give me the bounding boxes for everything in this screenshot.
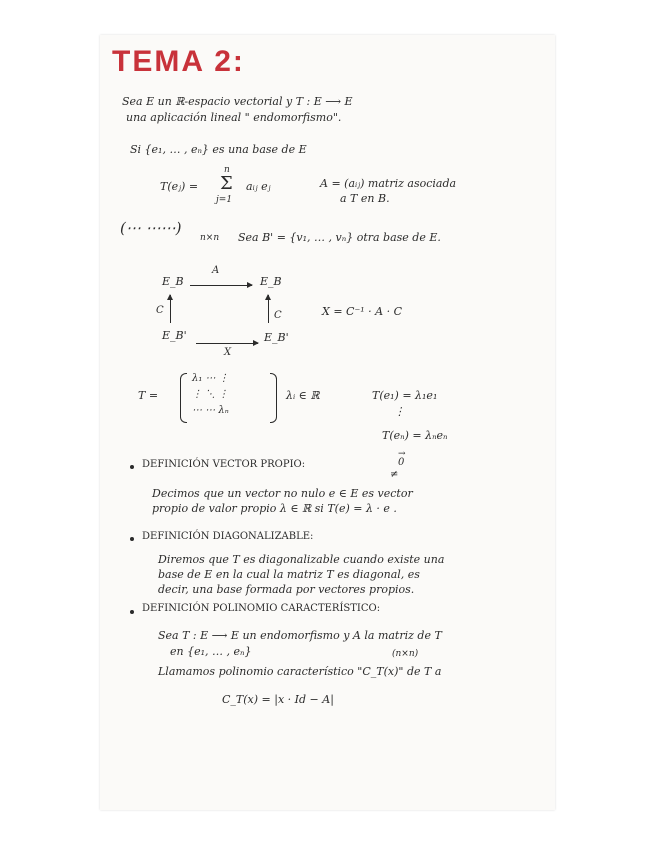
diagram-top-right: E_B — [260, 275, 282, 288]
diagram-bottom-right: E_B' — [264, 331, 289, 344]
def3-formula: C_T(x) = |x · Id − A| — [222, 693, 334, 706]
bullet-1 — [130, 465, 134, 469]
diagram-bottom-arrow-label: X — [224, 347, 232, 358]
diagonal-lhs: T = — [138, 389, 159, 402]
change-basis-text: Sea B' = {v₁, … , vₙ} otra base de E. — [238, 231, 441, 244]
sum-top: n — [224, 165, 230, 175]
def1-line-2: propio de valor propio λ ∈ ℝ si T(e) = λ · e . — [152, 502, 397, 515]
matrix-assoc-1: A = (aᵢⱼ) matriz asociada — [320, 177, 457, 190]
matrix-size: n×n — [200, 233, 220, 243]
bullet-3 — [130, 610, 134, 614]
diagram-formula: X = C⁻¹ · A · C — [322, 305, 403, 318]
basis-line: Si {e₁, … , eₙ} es una base de E — [130, 143, 307, 156]
diagonal-row-2: ⋮ ⋱ ⋮ — [192, 389, 229, 400]
def2-heading: DEFINICIÓN DIAGONALIZABLE: — [142, 531, 314, 542]
def3-line-3: Llamamos polinomio característico "C_T(x)" de T a — [158, 665, 442, 678]
bullet-2 — [130, 537, 134, 541]
sum-bottom: j=1 — [216, 195, 233, 205]
eigen-eq-n: T(eₙ) = λₙeₙ — [382, 429, 448, 442]
notebook-page — [100, 35, 555, 810]
intro-line-2: una aplicación lineal " endomorfismo". — [126, 111, 342, 124]
sum-body: aᵢⱼ eⱼ — [246, 180, 271, 193]
diagonal-bracket-left — [180, 373, 187, 423]
diagram-top-arrow — [190, 285, 252, 286]
def1-note-zero: 0 — [398, 457, 405, 468]
def3-line-2: en {e₁, … , eₙ} — [170, 645, 252, 658]
diagonal-condition: λᵢ ∈ ℝ — [286, 389, 320, 402]
matrix-assoc-2: a T en B. — [340, 192, 390, 205]
def1-note-neq: ≠ — [390, 469, 399, 480]
def1-line-1: Decimos que un vector no nulo e ∈ E es vector — [152, 487, 413, 500]
diagram-bottom-left: E_B' — [162, 329, 187, 342]
def3-line-1: Sea T : E ⟶ E un endomorfismo y A la matriz de T — [158, 629, 442, 642]
diagram-bottom-arrow — [196, 343, 258, 344]
matrix-def-lhs: T(eⱼ) = — [160, 180, 199, 193]
diagonal-bracket-right — [270, 373, 277, 423]
def2-line-3: decir, una base formada por vectores propios. — [158, 583, 415, 596]
def1-note-arrow: → — [398, 449, 406, 459]
def1-heading: DEFINICIÓN VECTOR PROPIO: — [142, 459, 306, 470]
def3-note: (n×n) — [392, 649, 419, 659]
matrix-dots: (⋯ ⋯⋯) — [120, 219, 182, 237]
diagram-left-label: C — [156, 305, 164, 316]
diagram-top-left: E_B — [162, 275, 184, 288]
diagram-top-arrow-label: A — [212, 265, 220, 276]
def3-heading: DEFINICIÓN POLINOMIO CARACTERÍSTICO: — [142, 603, 381, 614]
def2-line-2: base de E en la cual la matriz T es diagonal, es — [158, 568, 420, 581]
eigen-vdots: ⋮ — [394, 405, 405, 418]
eigen-eq-1: T(e₁) = λ₁e₁ — [372, 389, 438, 402]
diagram-right-arrow — [268, 295, 269, 323]
diagram-right-label: C — [274, 310, 282, 321]
def2-line-1: Diremos que T es diagonalizable cuando existe una — [158, 553, 445, 566]
page-title: TEMA 2: — [112, 45, 245, 78]
diagram-left-arrow — [170, 295, 171, 323]
intro-line-1: Sea E un ℝ-espacio vectorial y T : E ⟶ E — [122, 95, 353, 108]
sum-symbol: Σ — [220, 173, 233, 194]
diagonal-row-3: ⋯ ⋯ λₙ — [192, 405, 229, 416]
diagonal-row-1: λ₁ ⋯ ⋮ — [192, 373, 229, 384]
